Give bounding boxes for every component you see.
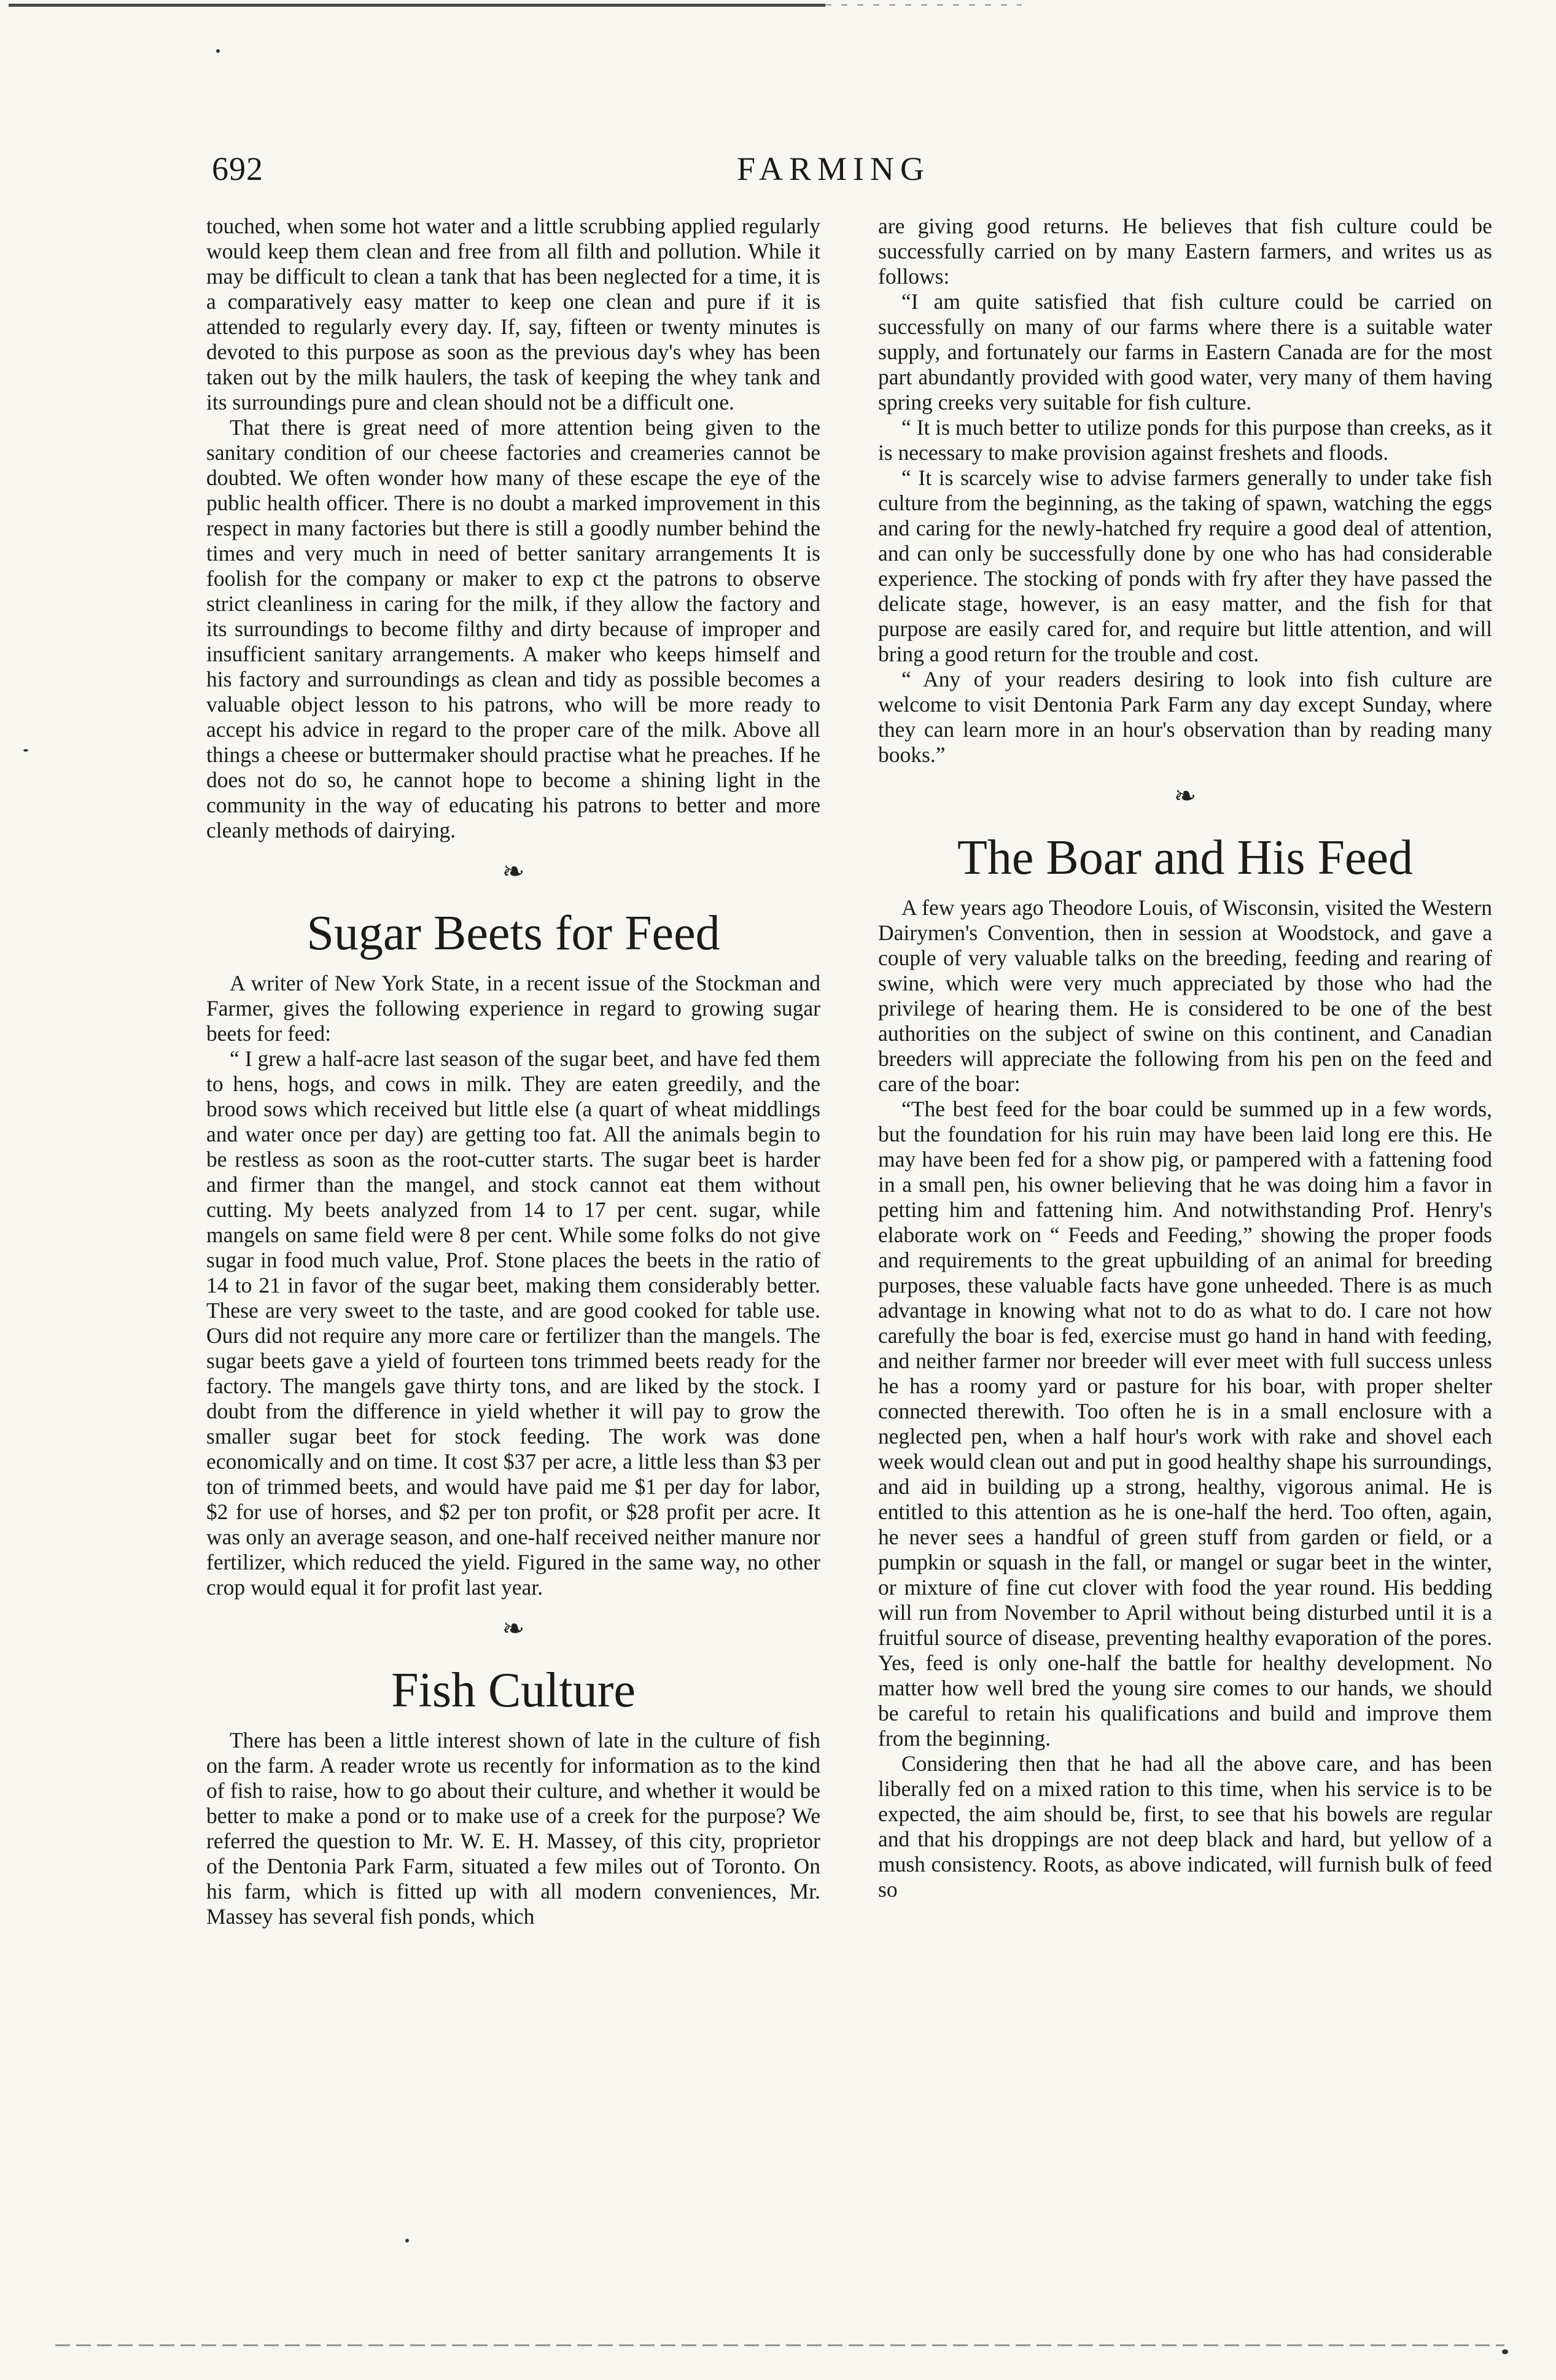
print-speck xyxy=(216,49,220,53)
fish-culture-quote-3: “ It is scarcely wise to advise farmers generally to under take fish culture from the beginning, as the taking of spawn, watching the eggs and caring for the newly-hatched fry require a good deal of attention, and can only be successfully done by one who has had considerable experience. The stocking of ponds with fry after they have passed the delicate stage, however, is an easy matter, and the fish for that purpose are easily cared for, and require but little attention, and will bring a good return for the trouble and cost. xyxy=(878,465,1492,666)
print-speck xyxy=(1502,2349,1508,2354)
sugar-beets-quote: “ I grew a half-acre last season of the sugar beet, and have fed them to hens, hogs, and cows in milk. They are eaten greedily, and the brood sows which received but little else (a quart of wheat middlings and water once per day) are getting too fat. All the animals begin to be restless as soon as the root-cutter starts. The sugar beet is harder and firmer than the mangel, and stock cannot eat them without cutting. My beets analyzed from 14 to 17 per cent. sugar, while mangels on same field were 8 per cent. While some folks do not give sugar in food much value, Prof. Stone places the beets in the ratio of 14 to 21 in favor of the sugar beet, making them considerably better. These are very sweet to the taste, and are good cooked for table use. Ours did not require any more care or fertilizer than the mangels. The sugar beets gave a yield of fourteen tons trimmed beets ready for the factory. The mangels gave thirty tons, and are liked by the stock. I doubt from the difference in yield whether it will pay to grow the smaller sugar beet for stock feeding. The work was done economically and on time. It cost $37 per acre, a little less than $3 per ton of trimmed beets, and would have paid me $1 per day for labor, $2 for use of horses, and $2 per ton profit, or $28 profit per acre. It was only an average season, and one-half received neither manure nor fertilizer, which reduced the yield. Figured in the same way, no other crop would equal it for profit last year. xyxy=(206,1046,820,1600)
print-speck xyxy=(405,2239,409,2242)
boar-feed-intro: A few years ago Theodore Louis, of Wisconsin, visited the Western Dairymen's Convention, then in session at Woodstock, and gave a couple of very valuable talks on the breeding, feeding and rearing of swine, which were very much appreciated by those who had the privilege of hearing them. He is considered to be one of the best authorities on the subject of swine on this continent, and Canadian breeders will appreciate the following from his pen on the feed and care of the boar: xyxy=(878,895,1492,1096)
fish-culture-title: Fish Culture xyxy=(391,1663,636,1717)
boar-feed-title: The Boar and His Feed xyxy=(957,831,1414,885)
boar-feed-quote: “The best feed for the boar could be summed up in a few words, but the foundation for his ruin may have been laid long ere this. He may have been fed for a show pig, or pampered with a fattening food in a small pen, his owner believing that he was doing him a favor in petting him and fattening him. And notwithstanding Prof. Henry's elaborate work on “ Feeds and Feeding,” showing the proper foods and requirements to the great upbuilding of an animal for breeding purposes, these valuable facts have gone unheeded. There is as much advantage in knowing what not to do as what to do. I care not how carefully the boar is fed, exercise must go hand in hand with feeding, and neither farmer nor breeder will ever meet with full success unless he has a roomy yard or pasture for his boar, with proper shelter connected therewith. Too often he is in a small enclosure with a neglected pen, when a half hour's work with rake and shovel each week would clean out and put in good healthy shape his surroundings, and aid in building up a strong, healthy, vigorous animal. He is entitled to this attention as he is one-half the herd. Too often, again, he never sees a handful of green stuff from garden or field, or a pumpkin or squash in the fall, or mangel or sugar beet in the winter, or mixture of fine cut clover with food the year round. His bedding will run from November to April without being disturbed until it is a fruitful source of disease, preventing healthy evaporation of the pores. Yes, feed is only one-half the battle for healthy development. No matter how well bred the young sire comes to our hands, we should be careful to retain his qualifications and build and improve them from the beginning. xyxy=(878,1097,1492,1751)
top-rule-fade xyxy=(825,4,1022,6)
top-rule xyxy=(9,4,825,7)
fish-culture-quote-4: “ Any of your readers desiring to look into fish culture are welcome to visit Dentonia Park Farm any day except Sunday, where they can learn more in an hour's observation than by reading many books.” xyxy=(878,667,1492,767)
continued-paragraph: touched, when some hot water and a little scrubbing applied regularly would keep them clean and free from all filth and pollution. While it may be difficult to clean a tank that has been neglected for a time, it is a comparatively easy matter to keep one clean and pure if it is attended to regularly every day. If, say, fifteen or twenty minutes is devoted to this purpose as soon as the previous day's whey has been taken out by the milk haulers, the task of keeping the whey tank and its surroundings pure and clean should not be a difficult one. xyxy=(206,214,820,414)
sugar-beets-intro: A writer of New York State, in a recent issue of the Stockman and Farmer, gives the following experience in regard to growing sugar beets for feed: xyxy=(206,971,820,1046)
fish-culture-intro: There has been a little interest shown of late in the culture of fish on the farm. A reader wrote us recently for information as to the kind of fish to raise, how to go about their culture, and whether it would be better to make a pond or to make use of a creek for the purpose? We referred the question to Mr. W. E. H. Massey, of this city, proprietor of the Dentonia Park Farm, situated a few miles out of Toronto. On his farm, which is fitted up with all modern conveniences, Mr. Massey has several fish ponds, which xyxy=(206,1728,820,1929)
boar-feed-considering: Considering then that he had all the above care, and has been liberally fed on a mixed ration to this time, when his service is to be expected, the aim should be, first, to see that his bowels are regular and that his droppings are not deep black and hard, but yellow of a mush consistency. Roots, as above indicated, will furnish bulk of feed so xyxy=(878,1751,1492,1902)
print-speck xyxy=(23,749,28,752)
sugar-beets-title: Sugar Beets for Feed xyxy=(306,906,720,960)
running-title: FARMING xyxy=(737,150,931,187)
sanitary-paragraph: That there is great need of more attention being given to the sanitary condition of our cheese factories and creameries cannot be doubted. We often wonder how many of these escape the eye of the public health officer. There is no doubt a marked improvement in this respect in many factories but there is still a goodly number behind the times and very much in need of better sanitary arrangements It is foolish for the company or maker to exp ct the patrons to observe strict cleanliness in caring for the milk, if they allow the factory and its surroundings to become filthy and dirty because of improper and insufficient sanitary arrangements. A maker who keeps himself and his factory and surroundings as clean and tidy as possible becomes a valuable object lesson to his patrons, who will be more ready to accept his advice in regard to the proper care of the milk. Above all things a cheese or buttermaker should practise what he preaches. If he does not do so, he cannot hope to become a shining light in the community in the way of educating his patrons to better and more cleanly methods of dairying. xyxy=(206,415,820,842)
right-column xyxy=(878,214,1492,1902)
bottom-rule xyxy=(55,2344,1504,2346)
section-ornament-icon: ❧ xyxy=(1173,781,1197,811)
section-ornament-icon: ❧ xyxy=(502,1614,525,1644)
page-number: 692 xyxy=(212,150,263,187)
left-column xyxy=(206,214,820,1929)
fish-culture-continued: are giving good returns. He believes that fish culture could be successfully carried on by many Eastern farmers, and writes us as follows: xyxy=(878,214,1492,289)
fish-culture-quote-1: “I am quite satisfied that fish culture could be carried on successfully on many of our farms where there is a suitable water supply, and fortunately our farms in Eastern Canada are for the most part abundantly provided with good water, very many of them having spring creeks very suitable for fish culture. xyxy=(878,289,1492,414)
section-ornament-icon: ❧ xyxy=(502,857,525,887)
fish-culture-quote-2: “ It is much better to utilize ponds for this purpose than creeks, as it is necessary to make provision against freshets and floods. xyxy=(878,415,1492,465)
